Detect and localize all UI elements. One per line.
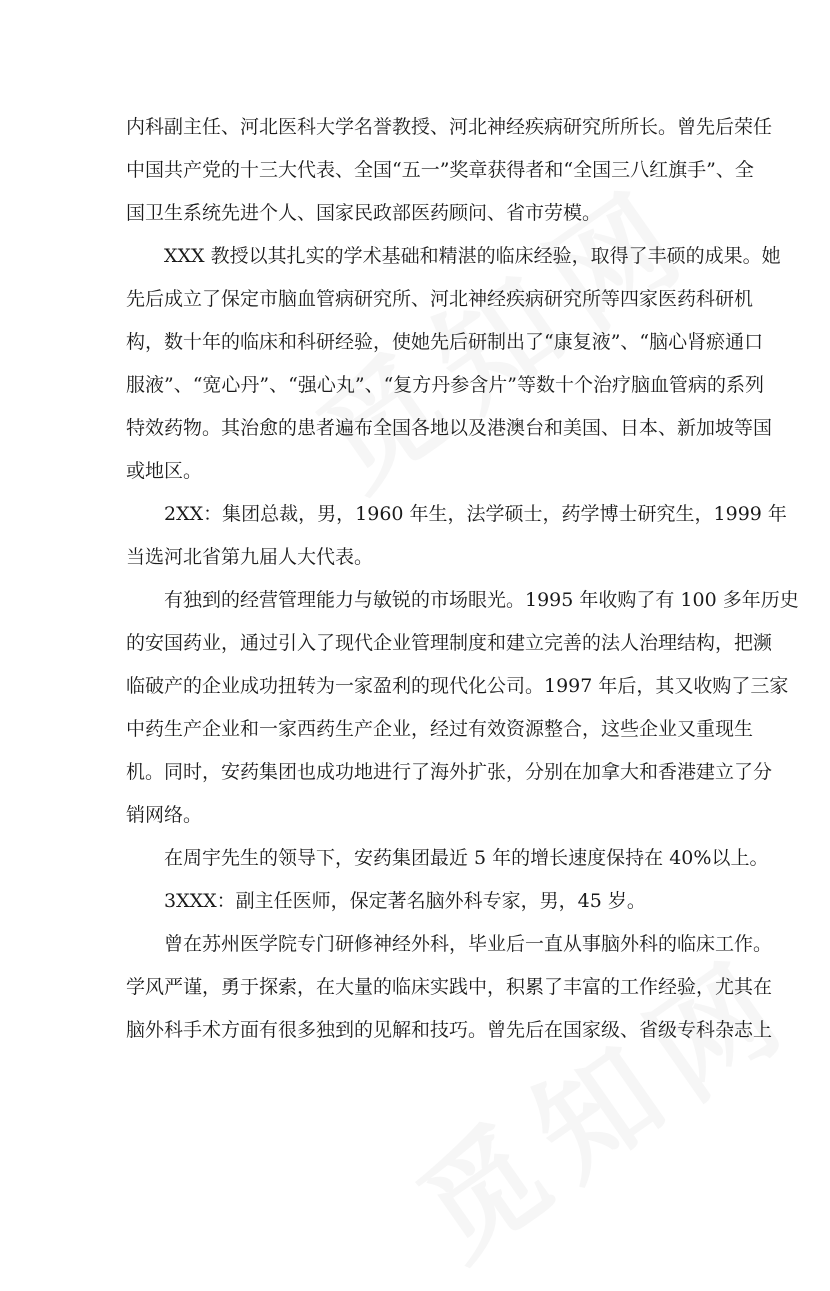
text-line: 有独到的经营管理能力与敏锐的市场眼光。1995 年收购了有 100 多年历史 [164, 589, 799, 611]
text-line: 曾在苏州医学院专门研修神经外科，毕业后一直从事脑外科的临床工作。 [164, 933, 773, 955]
text-line: 机。同时，安药集团也成功地进行了海外扩张，分别在加拿大和香港建立了分 [126, 761, 773, 783]
text-line: 脑外科手术方面有很多独到的见解和技巧。曾先后在国家级、省级专科杂志上 [126, 1019, 773, 1041]
text-line: 的安国药业，通过引入了现代企业管理制度和建立完善的法人治理结构，把濒 [126, 632, 773, 654]
paragraph [126, 235, 781, 493]
text-line: 内科副主任、河北医科大学名誉教授、河北神经疾病研究所所长。曾先后荣任 [126, 116, 773, 138]
text-line: 或地区。 [126, 460, 203, 482]
text-line: 销网络。 [126, 804, 203, 826]
text-line: 特效药物。其治愈的患者遍布全国各地以及港澳台和美国、日本、新加坡等国 [126, 417, 773, 439]
text-line: 3XXX：副主任医师，保定著名脑外科专家，男，45 岁。 [164, 890, 646, 912]
text-line: 中药生产企业和一家西药生产企业，经过有效资源整合，这些企业又重现生 [126, 718, 754, 740]
text-line: 先后成立了保定市脑血管病研究所、河北神经疾病研究所等四家医药科研机 [126, 288, 754, 310]
paragraph [126, 837, 769, 880]
text-line: 服液”、“宽心丹”、“强心丸”、“复方丹参含片”等数十个治疗脑血管病的系列 [126, 374, 764, 396]
text-line: 临破产的企业成功扭转为一家盈利的现代化公司。1997 年后，其又收购了三家 [126, 675, 789, 697]
paragraph [126, 579, 799, 837]
paragraph [126, 923, 773, 1052]
body-text [126, 106, 799, 1052]
text-line: 当选河北省第九届人大代表。 [126, 546, 374, 568]
text-line: 学风严谨，勇于探索，在大量的临床实践中，积累了丰富的工作经验，尤其在 [126, 976, 773, 998]
paragraph [126, 106, 773, 235]
paragraph [126, 880, 706, 923]
text-line: 在周宇先生的领导下，安药集团最近 5 年的增长速度保持在 40%以上。 [164, 847, 769, 869]
text-line: 中国共产党的十三大代表、全国“五一”奖章获得者和“全国三八红旗手”、全 [126, 159, 754, 181]
text-line: 构，数十年的临床和科研经验，使她先后研制出了“康复液”、“脑心肾瘀通口 [126, 331, 764, 353]
text-line: 2XX：集团总裁，男，1960 年生，法学硕士，药学博士研究生，1999 年 [164, 503, 787, 525]
text-line: XXX 教授以其扎实的学术基础和精湛的临床经验，取得了丰硕的成果。她 [164, 245, 781, 267]
paragraph [126, 493, 787, 579]
text-line: 国卫生系统先进个人、国家民政部医药顾问、省市劳模。 [126, 202, 602, 224]
